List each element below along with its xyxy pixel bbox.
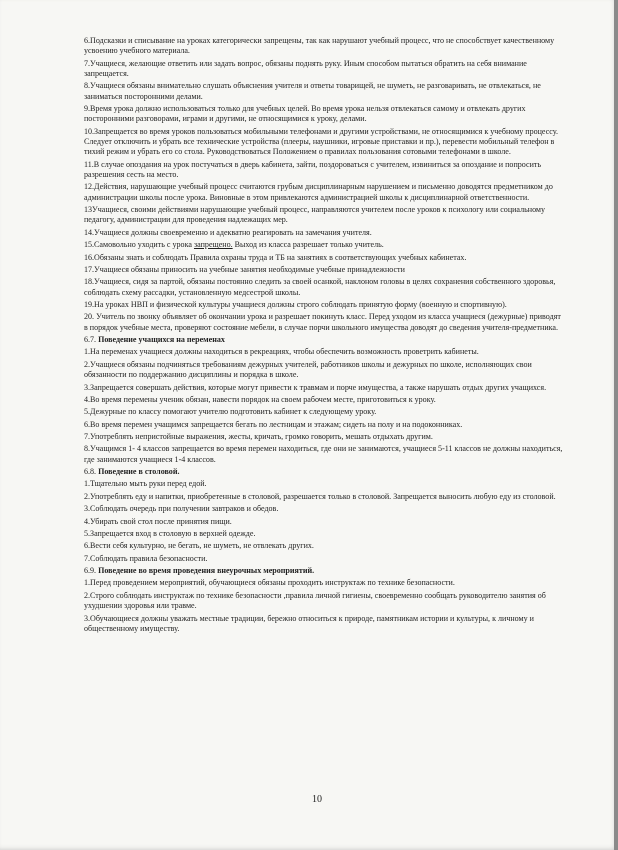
canteen-rule-7: 7.Соблюдать правила безопасности. (84, 553, 208, 563)
canteen-rule-3: 3.Соблюдать очередь при получении завтраков и обедов. (84, 504, 279, 514)
rule-9: 9.Время урока должно использоваться только для учебных целей. Во время урока нельзя отвлекаться самому и отвлекать других посторонними разговорами, играми и другими, не относящимися к уроку, делами. (84, 104, 526, 124)
event-rule-1: 1.Перед проведением мероприятий, обучающиеся обязаны проходить инструктаж по технике безопасности. (84, 578, 455, 588)
break-rule-6: 6.Во время перемен учащимся запрещается бегать по лестницам и этажам; сидеть на полу и на подоконниках. (84, 419, 463, 429)
rule-18: 18.Учащиеся, сидя за партой, обязаны постоянно следить за своей осанкой, наклоном головы в целях сохранения собственного здоровья, соблюдать схему рассадки, установленную медсестрой школы. (84, 277, 556, 297)
section-title: Поведение учащихся на переменах (98, 335, 225, 345)
break-rule-3: 3.Запрещается совершать действия, которые могут привести к травмам и порче имущества, а также нарушать отдых других учащихся. (84, 382, 547, 392)
break-rule-4: 4.Во время перемены ученик обязан, навести порядок на своем рабочем месте, приготовиться к уроку. (84, 394, 436, 404)
break-rule-8: 8.Учащимся 1- 4 классов запрещается во время перемен находиться, где они не занимаются, учащиеся 5-11 классов не должны находиться, где занимаются учащиеся 1-4 классов. (84, 444, 563, 464)
break-rule-2: 2.Учащиеся обязаны подчиняться требованиям дежурных учителей, работников школы и дежурных по школе, исполняющих свои обязанности по поддержанию дисциплины и порядка в школе. (84, 359, 532, 380)
event-rule-3: 3.Обучающиеся должны уважать местные традиции, бережно относиться к природе, памятникам истории и культуры, к личному и общественному имуществу. (84, 613, 534, 633)
rule-17: 17.Учащиеся обязаны приносить на учебные занятия необходимые учебные принадлежности (84, 264, 405, 274)
section-number: 6.7. (84, 335, 99, 345)
break-rule-1: 1.На переменах учащиеся должны находиться в рекреациях, чтобы обеспечить возможность проветрить кабинеты. (84, 347, 479, 357)
break-rule-7: 7.Употреблять непристойные выражения, жесты, кричать, громко говорить, мешать отдыхать другим. (84, 432, 433, 442)
rule-7: 7.Учащиеся, желающие ответить или задать вопрос, обязаны поднять руку. Иным способом пытаться обратить на себя внимание запрещается. (84, 58, 527, 78)
section-title: Поведение в столовой. (98, 467, 180, 477)
section-number: 6.8. (84, 467, 99, 477)
canteen-rule-4: 4.Убирать свой стол после принятия пищи. (84, 516, 232, 526)
rule-15-end: Выход из класса разрешает только учитель. (232, 240, 384, 250)
rule-15 (84, 240, 564, 250)
rule-20: 20. Учитель по звонку объявляет об окончании урока и разрешает покинуть класс. Перед уходом из класса учащиеся (дежурные) приводят в порядок учебные места, проверяют состояние мебели, в случае порчи школьного имущества доводят до сведения учителя-предметника. (84, 312, 561, 332)
rule-15-underlined: запрещено. (193, 240, 233, 250)
rule-14: 14.Учащиеся должны своевременно и адекватно реагировать на замечания учителя. (84, 227, 372, 237)
canteen-rule-6: 6.Вести себя культурно, не бегать, не шуметь, не отвлекать других. (84, 541, 314, 551)
page-number: 10 (312, 794, 322, 805)
canteen-rule-2: 2.Употреблять еду и напитки, приобретенные в столовой, разрешается только в столовой. Запрещается выносить любую еду из столовой. (84, 491, 556, 501)
rule-13: 13Учащиеся, своими действиями нарушающие учебный процесс, направляются учителем после уроков к психологу или социальному педагогу, администрации для проведения надлежащих мер. (84, 205, 546, 225)
canteen-rule-1: 1.Тщательно мыть руки перед едой. (84, 479, 207, 489)
document-body (84, 36, 564, 636)
rule-15-start: 15.Самовольно уходить с урока (84, 240, 194, 250)
rule-11: 11.В случае опоздания на урок постучаться в дверь кабинета, зайти, поздороваться с учителем, извиниться за опоздание и попросить разрешения сесть на место. (84, 159, 542, 180)
rule-10: 10.Запрещается во время уроков пользоваться мобильными телефонами и другими устройствами, не относящимися к учебному процессу. Следует отключить и убрать все технические устройства (плееры, наушники, игровые приставки и пр.), перевести мобильный телефон в тихий режим и убрать его со стола. Руководствоваться Положением о правилах пользования сотовыми телефонами в школе. (84, 126, 558, 157)
section-title: Поведение во время проведения внеурочных мероприятий. (98, 566, 315, 576)
canteen-rule-5: 5.Запрещается вход в столовую в верхней одежде. (84, 529, 256, 538)
break-rule-5: 5.Дежурные по классу помогают учителю подготовить кабинет к следующему уроку. (84, 407, 377, 417)
rule-19: 19.На уроках НВП и физической культуры учащиеся должны строго соблюдать принятую форму (военную и спортивную). (84, 300, 507, 310)
rule-6: 6.Подсказки и списывание на уроках категорически запрещены, так как нарушают учебный процесс, что не способствует качественному усвоению учебного материала. (84, 36, 555, 56)
event-rule-2: 2.Строго соблюдать инструктаж по технике безопасности ,правила личной гигиены, своевременно сообщать руководителю занятия об ухудшении здоровья или травме. (84, 590, 546, 611)
rule-8: 8.Учащиеся обязаны внимательно слушать объяснения учителя и ответы товарищей, не шуметь, не разговаривать, не отвлекаться, не заниматься посторонними делами. (84, 81, 541, 101)
section-heading-6-8 (84, 467, 564, 477)
rule-12: 12.Действия, нарушающие учебный процесс считаются грубым дисциплинарным нарушением и письменно доводятся предметником до администрации школы после урока. Виновные в этом привлекаются администрацией школы к дисциплинарной ответственности. (84, 182, 553, 202)
section-heading-6-9 (84, 566, 564, 576)
section-heading-6-7 (84, 335, 564, 345)
rule-16: 16.Обязаны знать и соблюдать Правила охраны труда и ТБ на занятиях в соответствующих учебных кабинетах. (84, 252, 467, 262)
scan-edge (614, 0, 618, 850)
section-number: 6.9. (84, 566, 99, 576)
